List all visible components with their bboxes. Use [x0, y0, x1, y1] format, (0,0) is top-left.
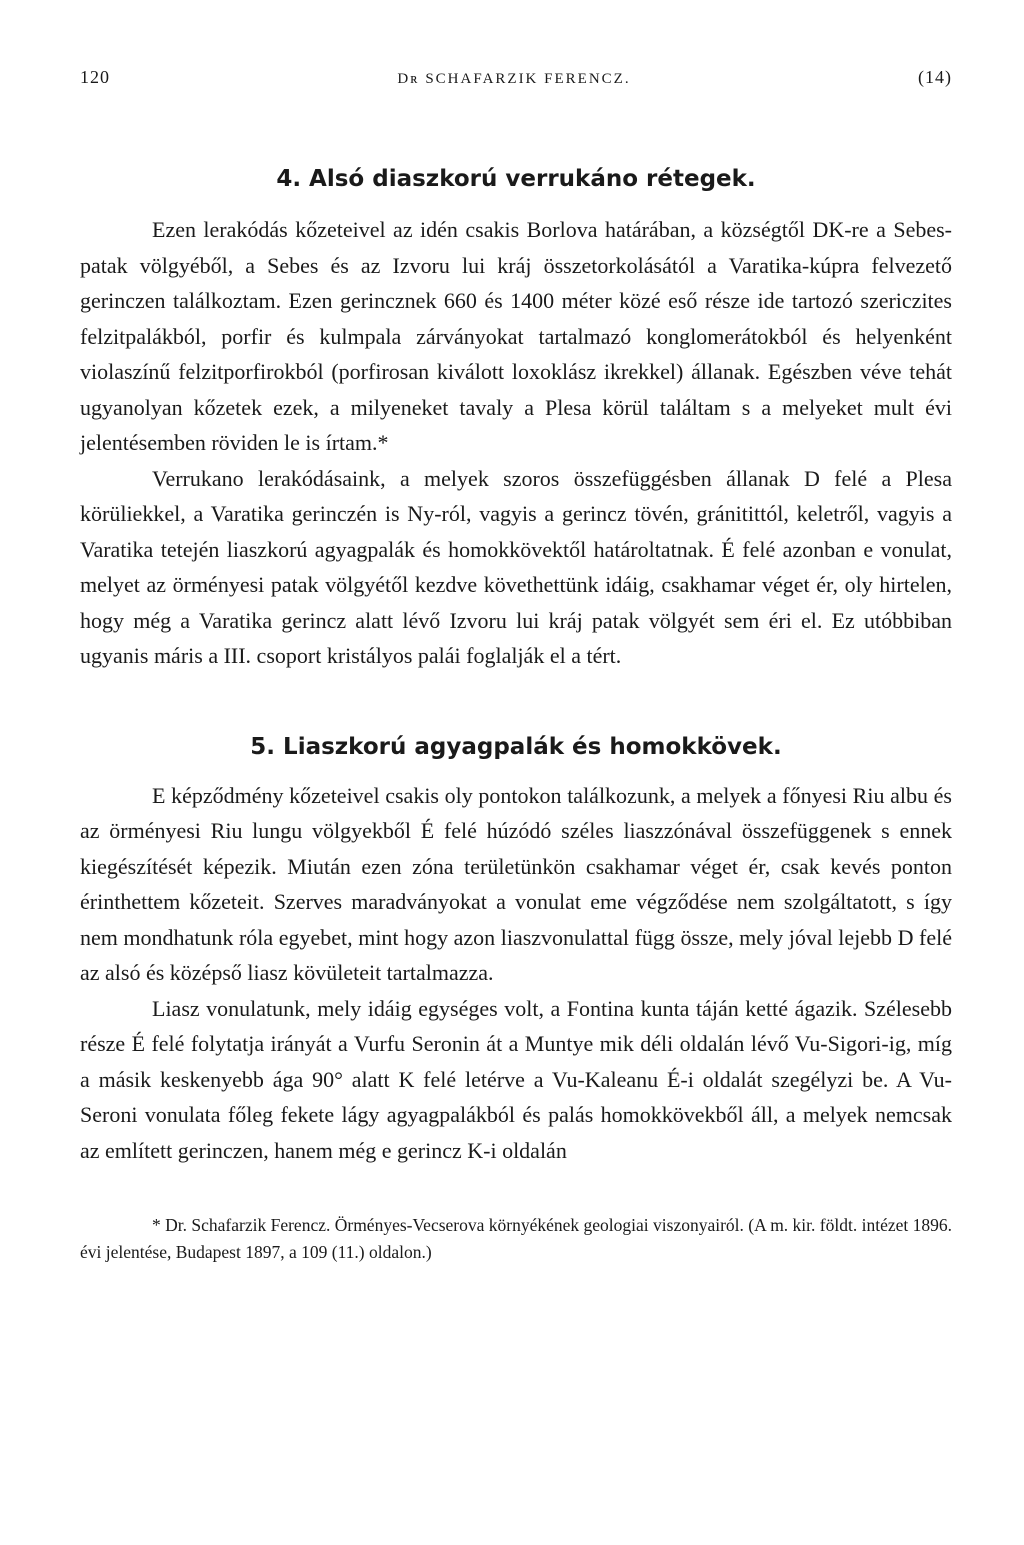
running-head-author: Dʀ SCHAFARZIK FERENCZ. — [397, 71, 631, 87]
section-5-heading: 5. Liaszkorú agyagpalák és homokkövek. — [250, 733, 782, 760]
section-4-paragraph-1: Ezen lerakódás kőzeteivel az idén csakis Borlova határában, a községtől DK-re a Sebes-patak völgyéből, a Sebes és az Izvoru lui kráj összetorkolásától a Varatika-kúpra felvezető gerinczen találkoztam. Ezen gerincznek 660 és 1400 méter közé eső része ide tartozó szericzites felzitpalákból, porfir és kulmpala zárványokat tartalmazó konglomerátokból és helyenként violaszínű felzitporfirokból (porfirosan kiválott loxoklász ikrekkel) állanak. Egészben véve tehát ugyanolyan kőzetek ezek, a milyeneket tavaly a Plesa körül találtam s a melyeket mult évi jelentésemben röviden le is írtam.* — [80, 217, 952, 455]
page-reference: (14) — [917, 67, 952, 87]
section-4-paragraph-2: Verrukano lerakódásaink, a melyek szoros összefüggésben állanak D felé a Plesa körüliekkel, a Varatika gerinczén is Ny-ról, vagyis a gerincz tövén, gránitittól, keletről, vagyis a Varatika tetején liaszkorú agyagpalák és homokkövektől határoltatnak. É felé azonban e vonulat, melyet az örményesi patak völgyétől kezdve követhettünk idáig, csakhamar véget ér, oly hirtelen, hogy még a Varatika gerincz alatt lévő Izvoru lui kráj patak völgyét sem éri el. Ez utóbbiban ugyanis máris a III. csoport kristályos palái foglalják el a tért. — [80, 465, 952, 668]
document-page — [80, 60, 952, 1500]
section-4-heading: 4. Alsó diaszkorú verrukáno rétegek. — [276, 166, 756, 192]
footnote: * Dr. Schafarzik Ferencz. Örményes-Vecserova környékének geologiai viszonyairól. (A m. kir. földt. intézet 1896. évi jelentése, Budapest 1897, a 109 (11.) oldalon.) — [80, 1215, 952, 1262]
section-5-paragraph-1: E képződmény kőzeteivel csakis oly pontokon találkozunk, a melyek a főnyesi Riu albu és az örményesi Riu lungu völgyekből É felé húzódó széles liaszzónával összefüggenek s ennek kiegészítését képezik. Miután ezen zóna területünkön csakhamar véget ér, csak kevés ponton érinthettem kőzeteit. Szerves maradványokat a vonulat eme végződése nem szolgáltatott, s így nem mondhatunk róla egyebet, mint hogy azon liaszvonulattal függ össze, mely jóval lejebb D felé az alsó és középső liasz kövületeit tartalmazza. — [80, 782, 952, 985]
footnotes — [80, 1212, 952, 1266]
page-number: 120 — [80, 67, 110, 87]
section-5-paragraph-2: Liasz vonulatunk, mely idáig egységes volt, a Fontina kunta táján ketté ágazik. Szélesebb része É felé folytatja irányát a Vurfu Seronin át a Muntye mik déli oldalán lévő Vu-Sigori-ig, míg a másik keskenyebb ága 90° alatt K felé letérve a Vu-Kaleanu É-i oldalát szegélyzi be. A Vu-Seroni vonulata főleg fekete lágy agyagpalákból és palás homokkövekből áll, a melyek nemcsak az említett gerinczen, hanem még e gerincz K-i oldalán — [80, 995, 952, 1163]
running-header — [80, 60, 952, 96]
